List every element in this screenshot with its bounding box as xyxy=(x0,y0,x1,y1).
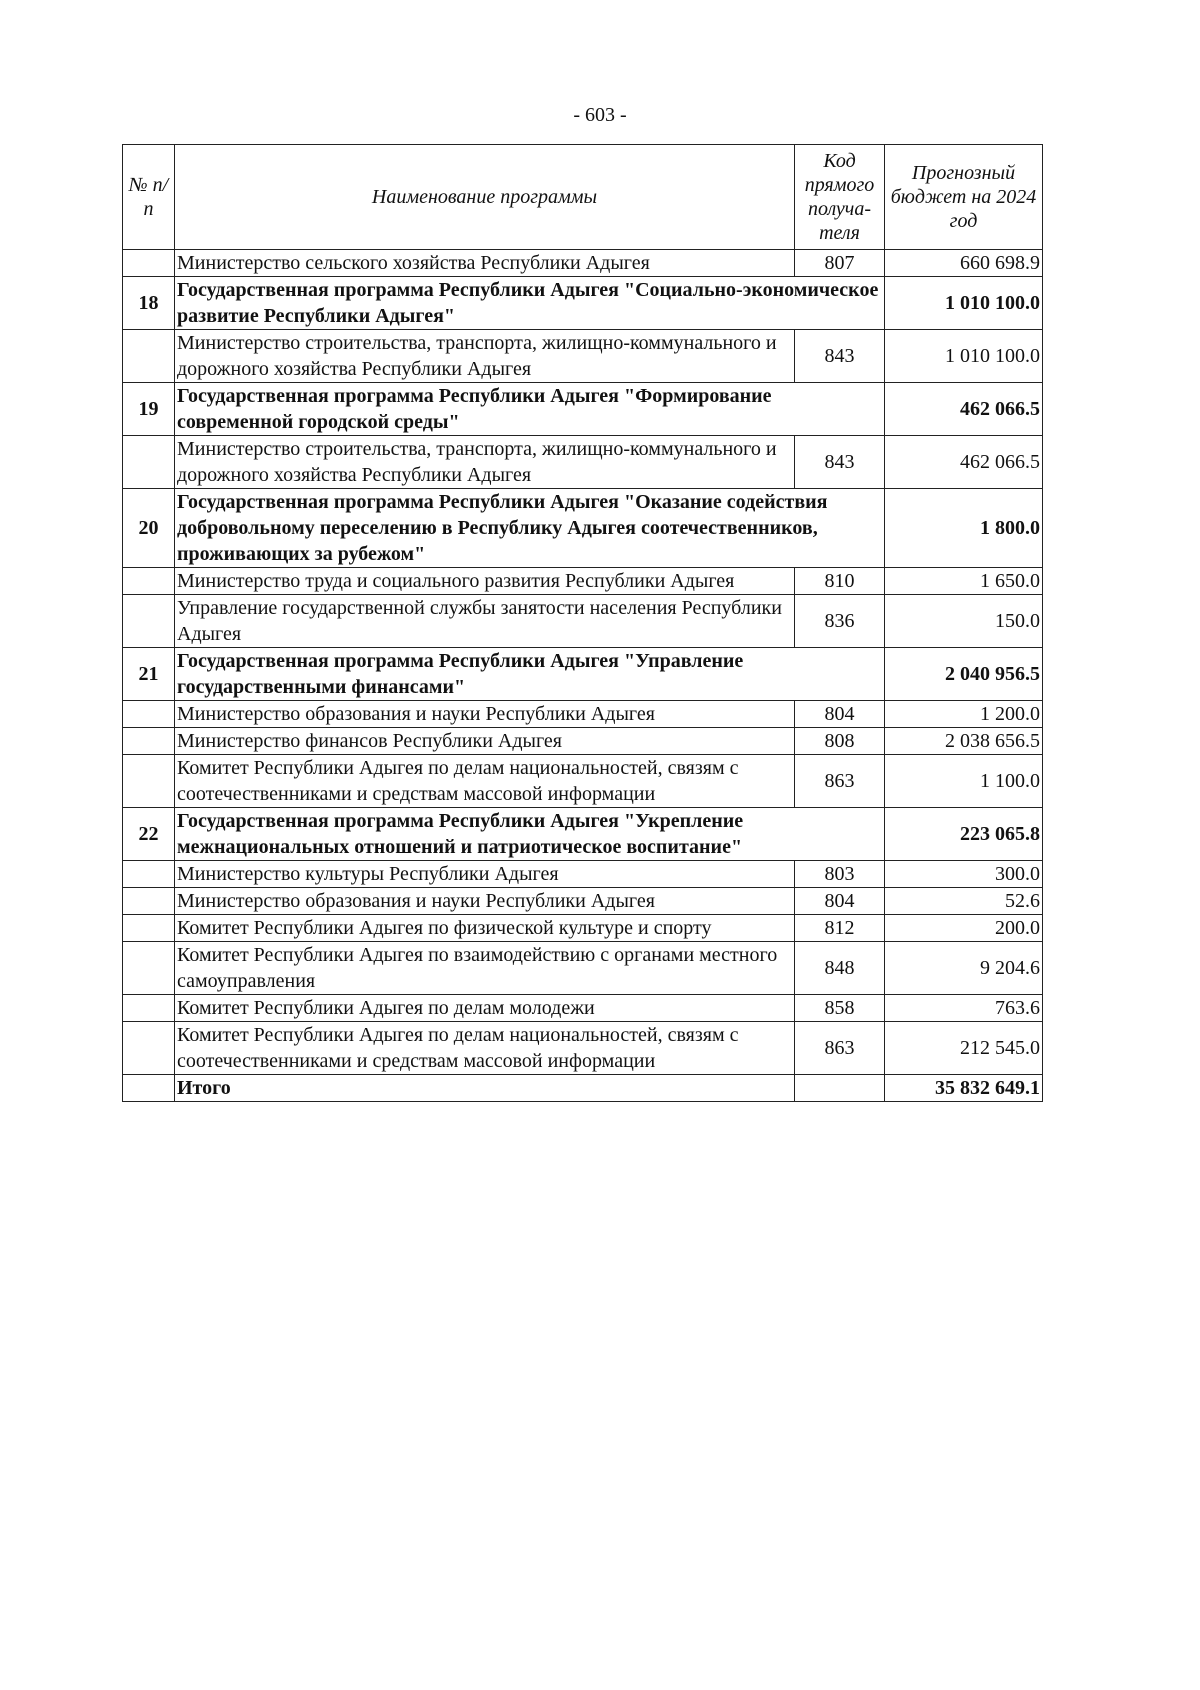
row-code: 807 xyxy=(795,250,885,277)
row-name: Комитет Республики Адыгея по взаимодействию с органами местного самоуправления xyxy=(175,942,795,995)
row-number xyxy=(123,888,175,915)
row-code: 843 xyxy=(795,436,885,489)
row-code: 858 xyxy=(795,995,885,1022)
table-row xyxy=(123,330,1043,383)
row-code: 848 xyxy=(795,942,885,995)
row-number xyxy=(123,568,175,595)
row-number xyxy=(123,915,175,942)
table-row xyxy=(123,995,1043,1022)
row-sum: 300.0 xyxy=(885,861,1043,888)
row-name: Государственная программа Республики Адыгея "Управление государственными финансами" xyxy=(175,648,885,701)
row-number: 19 xyxy=(123,383,175,436)
row-code: 812 xyxy=(795,915,885,942)
row-name: Управление государственной службы занятости населения Республики Адыгея xyxy=(175,595,795,648)
row-number: 21 xyxy=(123,648,175,701)
row-number xyxy=(123,436,175,489)
header-name: Наименование программы xyxy=(175,145,795,250)
row-code: 843 xyxy=(795,330,885,383)
row-sum: 462 066.5 xyxy=(885,436,1043,489)
row-number: 20 xyxy=(123,489,175,568)
row-code: 804 xyxy=(795,701,885,728)
row-number xyxy=(123,755,175,808)
table-row xyxy=(123,728,1043,755)
row-sum: 1 650.0 xyxy=(885,568,1043,595)
table-header-row xyxy=(123,145,1043,250)
table-row xyxy=(123,1022,1043,1075)
row-name: Комитет Республики Адыгея по делам национальностей, связям с соотечественниками и средствам массовой информации xyxy=(175,755,795,808)
row-number xyxy=(123,861,175,888)
program-row xyxy=(123,383,1043,436)
total-row xyxy=(123,1075,1043,1102)
row-sum: 1 800.0 xyxy=(885,489,1043,568)
row-name: Министерство финансов Республики Адыгея xyxy=(175,728,795,755)
row-name: Комитет Республики Адыгея по делам молодежи xyxy=(175,995,795,1022)
row-name: Комитет Республики Адыгея по делам национальностей, связям с соотечественниками и средствам массовой информации xyxy=(175,1022,795,1075)
table-row xyxy=(123,436,1043,489)
row-name: Министерство строительства, транспорта, жилищно-коммунального и дорожного хозяйства Республики Адыгея xyxy=(175,330,795,383)
row-sum: 660 698.9 xyxy=(885,250,1043,277)
row-number: 22 xyxy=(123,808,175,861)
row-sum: 763.6 xyxy=(885,995,1043,1022)
row-code: 810 xyxy=(795,568,885,595)
row-number xyxy=(123,942,175,995)
table-row xyxy=(123,888,1043,915)
program-row xyxy=(123,277,1043,330)
header-sum: Прогнозный бюджет на 2024 год xyxy=(885,145,1043,250)
row-name: Министерство образования и науки Республики Адыгея xyxy=(175,888,795,915)
table-row xyxy=(123,568,1043,595)
header-num: № п/п xyxy=(123,145,175,250)
row-number xyxy=(123,330,175,383)
row-name: Государственная программа Республики Адыгея "Социально-экономическое развитие Республики Адыгея" xyxy=(175,277,885,330)
row-sum: 462 066.5 xyxy=(885,383,1043,436)
row-sum: 2 040 956.5 xyxy=(885,648,1043,701)
row-sum: 2 038 656.5 xyxy=(885,728,1043,755)
row-number xyxy=(123,1022,175,1075)
table-row xyxy=(123,595,1043,648)
table-row xyxy=(123,701,1043,728)
row-number xyxy=(123,1075,175,1102)
row-name: Министерство строительства, транспорта, жилищно-коммунального и дорожного хозяйства Республики Адыгея xyxy=(175,436,795,489)
row-sum: 52.6 xyxy=(885,888,1043,915)
row-code: 863 xyxy=(795,755,885,808)
program-row xyxy=(123,489,1043,568)
row-name: Комитет Республики Адыгея по физической культуре и спорту xyxy=(175,915,795,942)
row-name: Итого xyxy=(175,1075,795,1102)
table-row xyxy=(123,915,1043,942)
row-name: Министерство сельского хозяйства Республики Адыгея xyxy=(175,250,795,277)
row-number xyxy=(123,595,175,648)
row-name: Государственная программа Республики Адыгея "Укрепление межнациональных отношений и патриотическое воспитание" xyxy=(175,808,885,861)
row-number xyxy=(123,250,175,277)
page-number: - 603 - xyxy=(573,104,627,126)
row-sum: 35 832 649.1 xyxy=(885,1075,1043,1102)
row-name: Государственная программа Республики Адыгея "Формирование современной городской среды" xyxy=(175,383,885,436)
row-sum: 1 100.0 xyxy=(885,755,1043,808)
row-code: 803 xyxy=(795,861,885,888)
row-code: 836 xyxy=(795,595,885,648)
table-row xyxy=(123,861,1043,888)
row-code: 804 xyxy=(795,888,885,915)
row-number xyxy=(123,995,175,1022)
row-sum: 1 010 100.0 xyxy=(885,330,1043,383)
budget-table xyxy=(122,144,1043,1102)
row-number: 18 xyxy=(123,277,175,330)
table-row xyxy=(123,942,1043,995)
table-row xyxy=(123,250,1043,277)
header-code: Код прямого получа-теля xyxy=(795,145,885,250)
program-row xyxy=(123,648,1043,701)
row-sum: 223 065.8 xyxy=(885,808,1043,861)
row-number xyxy=(123,728,175,755)
table-row xyxy=(123,755,1043,808)
row-code: 863 xyxy=(795,1022,885,1075)
row-code: 808 xyxy=(795,728,885,755)
program-row xyxy=(123,808,1043,861)
row-sum: 150.0 xyxy=(885,595,1043,648)
row-sum: 212 545.0 xyxy=(885,1022,1043,1075)
row-name: Министерство культуры Республики Адыгея xyxy=(175,861,795,888)
row-sum: 9 204.6 xyxy=(885,942,1043,995)
row-sum: 200.0 xyxy=(885,915,1043,942)
row-name: Министерство образования и науки Республики Адыгея xyxy=(175,701,795,728)
row-sum: 1 010 100.0 xyxy=(885,277,1043,330)
row-name: Государственная программа Республики Адыгея "Оказание содействия добровольному переселению в Республику Адыгея соотечественников, проживающих за рубежом" xyxy=(175,489,885,568)
row-name: Министерство труда и социального развития Республики Адыгея xyxy=(175,568,795,595)
row-sum: 1 200.0 xyxy=(885,701,1043,728)
row-code xyxy=(795,1075,885,1102)
row-number xyxy=(123,701,175,728)
